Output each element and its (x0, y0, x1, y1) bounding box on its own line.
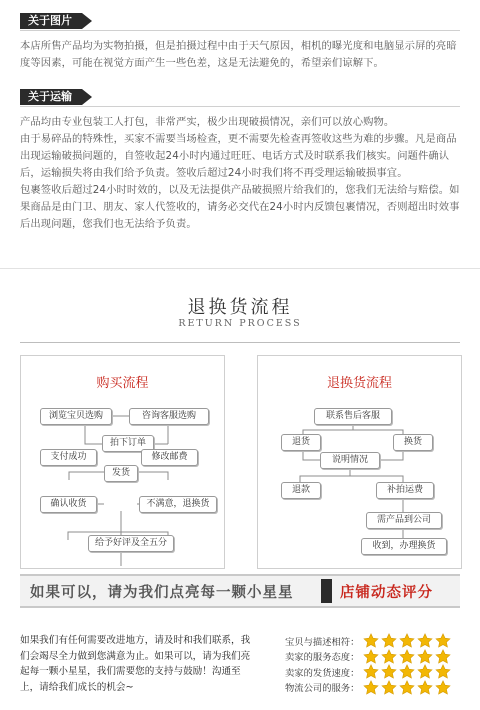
flow-node-contact: 联系售后客服 (314, 408, 392, 425)
star-icon[interactable] (435, 664, 451, 679)
star-icon[interactable] (381, 633, 397, 648)
star-icon[interactable] (363, 680, 379, 695)
star-icon[interactable] (381, 649, 397, 664)
feedback-note: 如果我们有任何需要改进地方，请及时和我们联系，我们会竭尽全力做到您满意为止。如果可以，请为我们亮起每一颗小星星，我们需要您的支持与鼓励！沟通至上，请给我们成长的机会~ (20, 635, 251, 693)
rating-row (285, 664, 475, 680)
buy-flow-title: 购买流程 (96, 376, 149, 391)
star-rating (363, 664, 451, 679)
star-icon[interactable] (417, 680, 433, 695)
section-title-pictures: 关于图片 (20, 13, 82, 29)
star-rating (363, 649, 451, 664)
star-rating (363, 680, 451, 695)
return-process-title: 退换货流程 (187, 297, 293, 318)
shop-ratings (285, 633, 475, 695)
star-rating (363, 633, 451, 648)
flow-node-received: 收到，办理换货 (361, 538, 447, 555)
star-icon[interactable] (381, 664, 397, 679)
flow-node-exchange: 换货 (393, 434, 433, 451)
rating-label: 卖家的服务态度： (285, 652, 360, 664)
paragraph: 由于易碎品的特殊性，买家不需要当场检查，更不需要先检查再签收这些为难的步骤。凡是商品出现运输破损问题的，自签收起24小时内通过旺旺、电话方式及时联系我们核实。问题件确认后，运输损失将由我们给予负责。签收后超过24小时我们将不再受理运输破损事宜。 (20, 133, 457, 179)
flow-node-shipping-fee: 补拍运费 (376, 482, 434, 499)
flow-node-unsatisfied: 不满意，退换货 (139, 496, 217, 513)
flow-node-browse: 浏览宝贝选购 (40, 408, 112, 425)
return-process-subtitle: RETURN PROCESS (178, 318, 302, 329)
section-rule (20, 30, 460, 31)
paragraph: 包裹签收后超过24小时时效的，以及无法提供产品破损照片给我们的，您我们无法给与赔偿。如果商品是由门卫、朋友、家人代签收的，请务必交代在24小时内反馈包裹情况，否则超出时效事后出现问题，您我们也无法给予负责。 (20, 184, 460, 230)
flow-node-consult: 咨询客服选购 (129, 408, 209, 425)
star-icon[interactable] (417, 633, 433, 648)
flow-node-order: 拍下订单 (102, 435, 154, 452)
star-icon[interactable] (363, 649, 379, 664)
rating-label: 物流公司的服务： (285, 683, 360, 695)
flow-node-refund: 退款 (281, 482, 321, 499)
paragraph: 产品均由专业包装工人打包，非常严实，极少出现破损情况，亲们可以放心购物。 (20, 116, 395, 128)
flow-node-explain: 说明情况 (320, 452, 380, 469)
banner-rating-title: 店铺动态评分 (340, 584, 433, 601)
rating-row (285, 680, 475, 696)
flow-node-confirm: 确认收货 (40, 496, 97, 513)
rating-label: 宝贝与描述相符： (285, 636, 360, 648)
return-process-rule (20, 342, 460, 343)
flow-node-pay: 支付成功 (40, 449, 97, 466)
star-icon[interactable] (417, 664, 433, 679)
flow-node-review: 给予好评及全五分 (88, 535, 174, 552)
pictures-text (20, 38, 465, 72)
section-header-shipping (20, 88, 82, 106)
star-icon[interactable] (381, 680, 397, 695)
flow-node-ship: 发货 (104, 465, 138, 482)
flow-node-return: 退货 (281, 434, 321, 451)
star-icon[interactable] (399, 680, 415, 695)
return-flow-panel (257, 355, 462, 569)
flow-node-modify: 修改邮费 (141, 449, 198, 466)
section-divider (0, 268, 480, 269)
shipping-text (20, 114, 465, 233)
rating-banner (20, 574, 460, 608)
section-title-shipping: 关于运输 (20, 89, 82, 105)
star-icon[interactable] (435, 649, 451, 664)
rating-row (285, 649, 475, 665)
banner-slogan: 如果可以，请为我们点亮每一颗小星星 (30, 584, 294, 601)
section-header-pictures (20, 12, 82, 30)
star-icon[interactable] (399, 649, 415, 664)
star-icon[interactable] (363, 664, 379, 679)
paragraph: 本店所售产品均为实物拍摄，但是拍摄过程中由于天气原因，相机的曝光度和电脑显示屏的亮暗度等因素，可能在视觉方面产生一些色差，这是无法避免的，希望亲们谅解下。 (20, 40, 457, 69)
rating-label: 卖家的发货速度： (285, 667, 360, 679)
rating-row (285, 633, 475, 649)
star-icon[interactable] (435, 633, 451, 648)
banner-divider-bar (321, 579, 332, 603)
star-icon[interactable] (363, 633, 379, 648)
star-icon[interactable] (399, 633, 415, 648)
return-flow-title: 退换货流程 (326, 376, 392, 391)
buy-flow-panel (20, 355, 225, 569)
section-rule (20, 106, 460, 107)
star-icon[interactable] (417, 649, 433, 664)
star-icon[interactable] (399, 664, 415, 679)
flow-node-arrive: 需产品到公司 (366, 512, 442, 529)
star-icon[interactable] (435, 680, 451, 695)
